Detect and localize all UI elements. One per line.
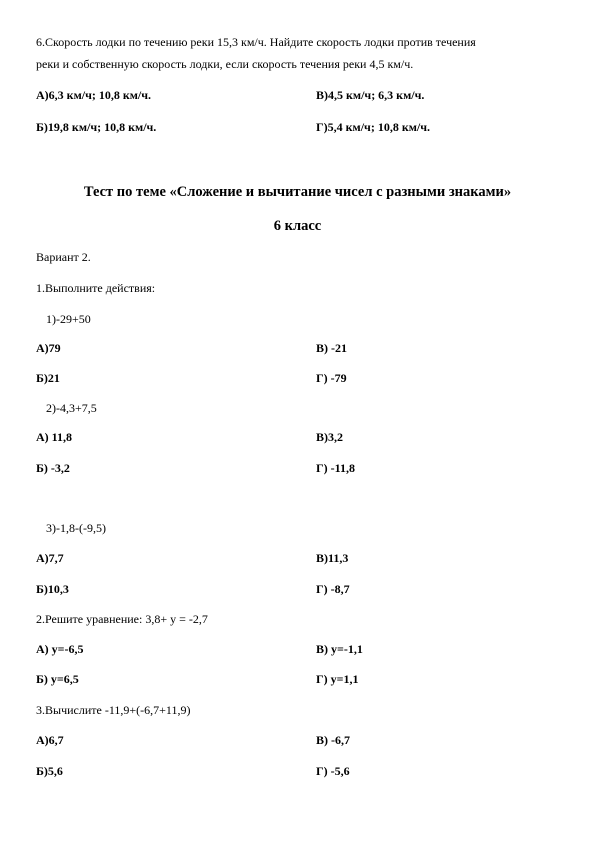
q1p2-answer-b: Б) -3,2 — [36, 461, 70, 475]
question-1-prompt: 1.Выполните действия: — [36, 281, 156, 295]
test-title: Тест по теме «Сложение и вычитание чисел с разными знаками» — [83, 184, 512, 200]
q1p2-answer-g: Г) -11,8 — [316, 461, 355, 475]
q1p2-answer-a: А) 11,8 — [36, 430, 72, 444]
q1-part-1-expression: 1)-29+50 — [46, 312, 91, 326]
q6-answer-g: Г)5,4 км/ч; 10,8 км/ч. — [316, 120, 431, 134]
grade-heading: 6 класс — [273, 218, 322, 234]
q2-answer-g: Г) y=1,1 — [316, 672, 359, 686]
q1p1-answer-g: Г) -79 — [316, 371, 347, 385]
q6-answer-b: Б)19,8 км/ч; 10,8 км/ч. — [36, 120, 157, 134]
q1p1-answer-b: Б)21 — [36, 371, 60, 385]
q1-part-2-expression: 2)-4,3+7,5 — [46, 401, 97, 415]
question-2-prompt: 2.Решите уравнение: 3,8+ y = -2,7 — [36, 612, 208, 626]
q6-answer-a: А)6,3 км/ч; 10,8 км/ч. — [36, 88, 152, 102]
q2-answer-v: В) y=-1,1 — [316, 642, 363, 656]
q3-answer-v: В) -6,7 — [316, 733, 350, 747]
q1p3-answer-b: Б)10,3 — [36, 582, 69, 596]
q1p1-answer-v: В) -21 — [316, 341, 347, 355]
q2-answer-a: А) y=-6,5 — [36, 642, 84, 656]
q1p2-answer-v: В)3,2 — [316, 430, 343, 444]
q6-answer-v: В)4,5 км/ч; 6,3 км/ч. — [316, 88, 425, 102]
q3-answer-b: Б)5,6 — [36, 764, 63, 778]
q2-answer-b: Б) y=6,5 — [36, 672, 79, 686]
variant-label: Вариант 2. — [36, 250, 91, 264]
q1p3-answer-a: А)7,7 — [36, 551, 64, 565]
q3-answer-g: Г) -5,6 — [316, 764, 350, 778]
question-3-prompt: 3.Вычислите -11,9+(-6,7+11,9) — [36, 703, 191, 717]
q1p3-answer-g: Г) -8,7 — [316, 582, 350, 596]
question-6-line-1: 6.Скорость лодки по течению реки 15,3 км/ч. Найдите скорость лодки против течения — [36, 35, 476, 49]
q1-part-3-expression: 3)-1,8-(-9,5) — [46, 521, 106, 535]
q1p1-answer-a: А)79 — [36, 341, 61, 355]
q1p3-answer-v: В)11,3 — [316, 551, 349, 565]
q3-answer-a: А)6,7 — [36, 733, 64, 747]
question-6-line-2: реки и собственную скорость лодки, если скорость течения реки 4,5 км/ч. — [36, 57, 414, 71]
